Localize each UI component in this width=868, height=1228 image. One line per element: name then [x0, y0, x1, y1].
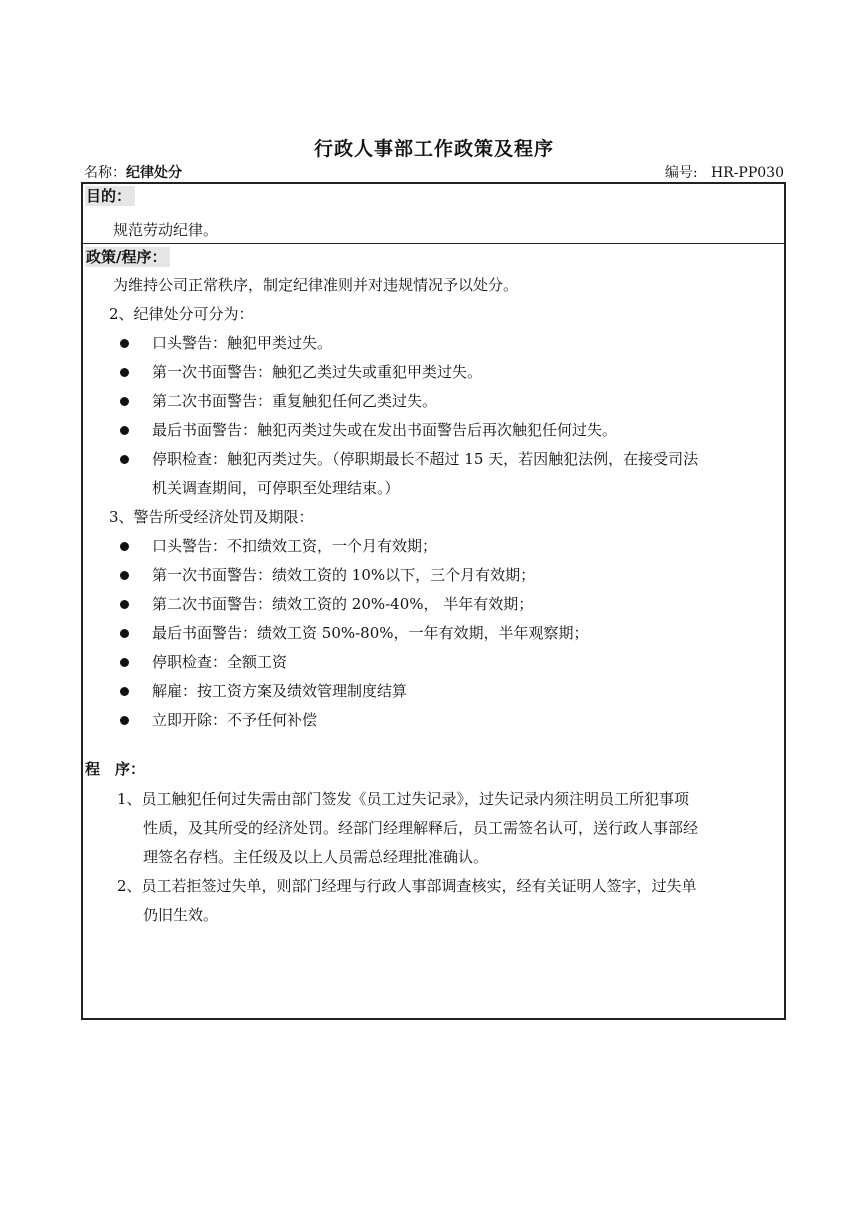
list-item: 停职检查：触犯丙类过失。（停职期最长不超过 15 天，若因触犯法例，在接受司法 — [152, 450, 699, 468]
procedure-item-2: 2、员工若拒签过失单，则部门经理与行政人事部调查核实，经有关证明人签字，过失单 — [117, 877, 697, 895]
list-item: 解雇：按工资方案及绩效管理制度结算 — [152, 682, 408, 700]
list-item: 第二次书面警告：重复触犯任何乙类过失。 — [152, 392, 438, 410]
bullet-icon — [120, 397, 129, 406]
name-label: 名称： — [84, 165, 126, 181]
procedure-item-1-cont: 理签名存档。主任级及以上人员需总经理批准确认。 — [143, 848, 489, 866]
policy-intro: 为维持公司正常秩序，制定纪律准则并对违规情况予以处分。 — [113, 276, 519, 294]
bullet-icon — [120, 455, 129, 464]
list-item: 第二次书面警告：绩效工资的 20%-40%， 半年有效期； — [152, 595, 534, 613]
code-label: 编号: — [664, 165, 698, 181]
list-item: 第一次书面警告：触犯乙类过失或重犯甲类过失。 — [152, 363, 483, 381]
list-item: 口头警告：触犯甲类过失。 — [152, 334, 333, 352]
procedure-item-2-cont: 仍旧生效。 — [143, 906, 219, 924]
bullet-icon — [120, 542, 129, 551]
document-meta — [84, 162, 786, 182]
list-item-continuation: 机关调查期间，可停职至处理结束。） — [152, 479, 400, 497]
purpose-label: 目的： — [85, 186, 135, 206]
bullet-icon — [120, 571, 129, 580]
policy-name — [84, 162, 182, 182]
list-item: 立即开除：不予任何补偿 — [152, 711, 318, 729]
policy-label: 政策/程序： — [85, 247, 170, 267]
bullet-icon — [120, 426, 129, 435]
policy-box — [81, 182, 786, 1020]
name-value: 纪律处分 — [126, 165, 182, 181]
code-value: HR-PP030 — [710, 165, 784, 181]
list-item: 停职检查：全额工资 — [152, 653, 288, 671]
bullet-icon — [120, 600, 129, 609]
list-item: 最后书面警告：绩效工资 50%-80%，一年有效期，半年观察期； — [152, 624, 589, 642]
bullet-icon — [120, 368, 129, 377]
bullet-icon — [120, 716, 129, 725]
list-item: 最后书面警告：触犯丙类过失或在发出书面警告后再次触犯任何过失。 — [152, 421, 618, 439]
section-divider — [83, 243, 784, 244]
procedure-item-1: 1、员工触犯任何过失需由部门签发《员工过失记录》，过失记录内须注明员工所犯事项 — [117, 790, 690, 808]
list-item: 第一次书面警告：绩效工资的 10%以下，三个月有效期； — [152, 566, 536, 584]
bullet-icon — [120, 339, 129, 348]
bullet-icon — [120, 658, 129, 667]
procedure-item-1-cont: 性质，及其所受的经济处罚。经部门经理解释后，员工需签名认可，送行政人事部经 — [143, 819, 699, 837]
purpose-text: 规范劳动纪律。 — [113, 221, 219, 239]
sub2-heading: 2、纪律处分可分为： — [109, 305, 254, 323]
document-title: 行政人事部工作政策及程序 — [313, 138, 554, 160]
sub3-heading: 3、警告所受经济处罚及期限： — [109, 508, 314, 526]
policy-code — [665, 162, 784, 182]
bullet-icon — [120, 687, 129, 696]
list-item: 口头警告：不扣绩效工资，一个月有效期； — [152, 537, 438, 555]
bullet-icon — [120, 629, 129, 638]
procedure-label: 程 序： — [85, 760, 146, 778]
